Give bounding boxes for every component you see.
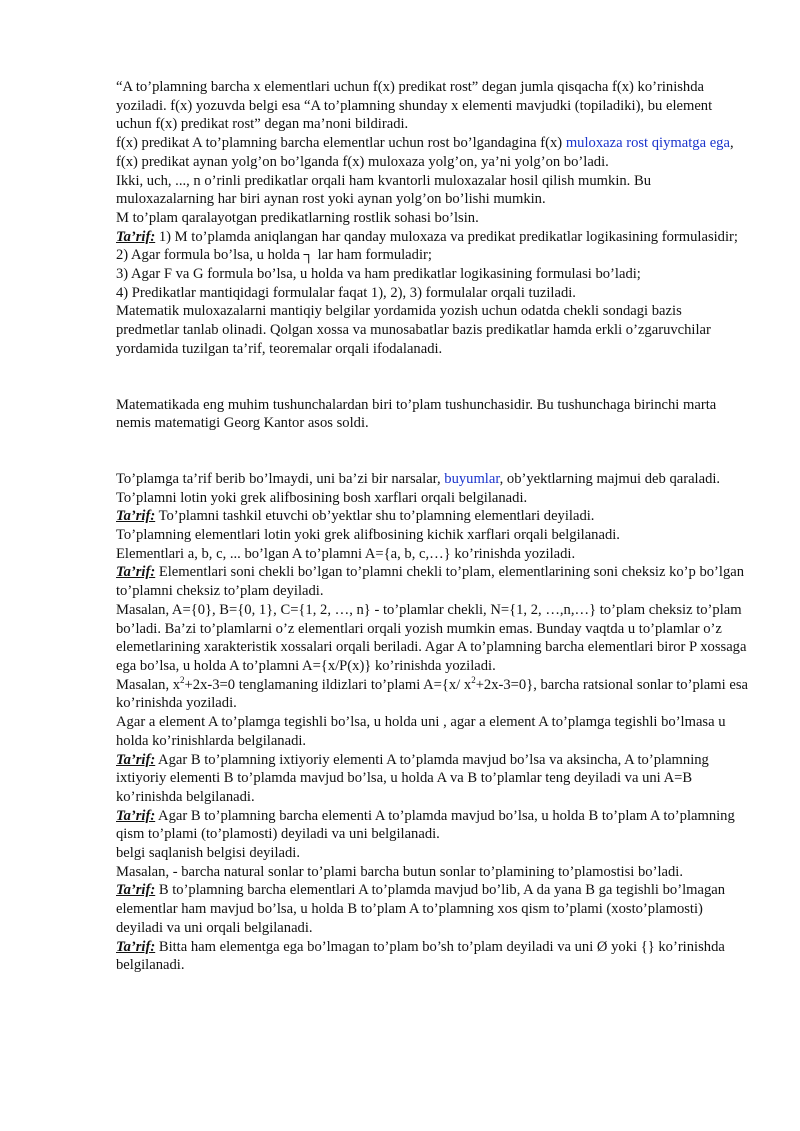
paragraph-text: , ob’yektlarning majmui deb qaraladi. [499,470,721,487]
paragraph-text: Masalan, x [116,676,181,693]
paragraph: “A to’plamning barcha x elementlari uchun f(x) predikat rost” degan jumla qisqacha f(x) ko’rinishda yoziladi. f(x) yozuvda belgi esa “A to’plamning shunday x elementi mavjudki (topiladiki), bu element uchun f(x) predikat rost” degan ma’noni bildiradi. [116,79,713,133]
paragraph: Masalan, - barcha natural sonlar to’plami barcha butun sonlar to’plamining to’plamostisi bo’ladi. [116,863,683,880]
paragraph: Matematik muloxazalarni mantiqiy belgilar yordamida yozish uchun odatda chekli sondagi bazis predmetlar tanlab olinadi. Qolgan xossa va munosabatlar bazis predikatlar hamda erkli o’zgaruvchilar yordamida tuzilgan ta’rif, teoremalar orqali ifodalanadi. [116,303,711,357]
paragraph-text: , f(x) predikat aynan yolg’on bo’lganda f(x) muloxaza yolg’on, ya’ni yolg’on bo’ladi. [116,135,734,170]
superscript: 2 [180,674,185,685]
superscript: 2 [471,674,476,685]
definition-paragraph [116,938,748,975]
paragraph-text: To’plamga ta’rif berib bo’lmaydi, uni ba’zi bir narsalar, [116,470,445,487]
hyperlink[interactable]: buyumlar [444,470,500,487]
paragraph-text: f(x) predikat A to’plamning barcha elementlar uchun rost bo’lgandagina f(x) [116,135,566,152]
paragraph: M to’plam qaralayotgan predikatlarning rostlik sohasi bo’lsin. [116,209,479,226]
hyperlink[interactable]: muloxaza rost qiymatga ega [565,135,730,152]
definition-label: Ta’rif: [116,751,156,768]
paragraph-text: +2x-3=0 tenglamaning ildizlari to’plami A={x/ x [184,676,472,693]
paragraph-text: Elementlari soni chekli bo’lgan to’plamni chekli to’plam, elementlarining soni cheksiz ko’p bo’lgan to’plamni cheksiz to’plam deyiladi. [116,564,745,600]
definition-label: Ta’rif: [116,938,156,955]
paragraph-text: To’plamni tashkil etuvchi ob’yektlar shu to’plamning elementlari deyiladi. [155,508,595,525]
definition-label: Ta’rif: [116,882,156,899]
paragraph-text: 1) M to’plamda aniqlangan har qanday muloxaza va predikat predikatlar logikasining formulasidir; [155,228,738,245]
spacer [116,433,748,470]
paragraph [116,134,748,171]
definition-paragraph [116,507,748,526]
spacer [116,359,748,396]
definition-paragraph [116,807,748,844]
document-page [116,78,748,975]
definition-label: Ta’rif: [116,807,156,824]
definition-paragraph [116,751,748,807]
definition-label: Ta’rif: [116,564,156,581]
paragraph-text: Agar B to’plamning barcha elementi A to’plamda mavjud bo’lsa, u holda B to’plam A to’plamning qism to’plami (to’plamosti) deyiladi va uni belgilanadi. [116,807,735,843]
paragraph: To’plamni lotin yoki grek alifbosining bosh xarflari orqali belgilanadi. [116,489,528,506]
definition-paragraph [116,228,748,247]
paragraph: Elementlari a, b, c, ... bo’lgan A to’plamni A={a, b, c,…} ko’rinishda yoziladi. [116,545,576,562]
paragraph-text: B to’plamning barcha elementlari A to’plamda mavjud bo’lib, A da yana B ga tegishli bo’lmagan elementlar ham mavjud bo’lsa, u holda B to’plam A to’plamning xos qism to’plami (xosto’plamosti) deyiladi va uni orqali belgilanadi. [116,882,726,936]
paragraph: belgi saqlanish belgisi deyiladi. [116,845,301,862]
definition-label: Ta’rif: [116,228,156,245]
definition-label: Ta’rif: [116,508,156,525]
paragraph: 4) Predikatlar mantiqidagi formulalar faqat 1), 2), 3) formulalar orqali tuziladi. [116,284,576,301]
definition-paragraph [116,563,748,600]
paragraph: 2) Agar formula bo’lsa, u holda ┐ lar ham formuladir; [116,247,432,264]
paragraph [116,676,748,713]
paragraph: Masalan, A={0}, B={0, 1}, C={1, 2, …, n} - to’plamlar chekli, N={1, 2, …,n,…} to’plam cheksiz to’plam bo’ladi. Ba’zi to’plamlarni o’z elementlari orqali yozish mumkin emas. Bunday vaqtda u to’plamlar o’z elemetlarining xarakteristik xossalari orqali beriladi. Agar A to’plamning barcha elementlari biror P xossaga ega bo’lsa, u holda A to’plamni A={x/P(x)} ko’rinishda yoziladi. [116,601,747,674]
paragraph: Ikki, uch, ..., n o’rinli predikatlar orqali ham kvantorli muloxazalar hosil qilish mumkin. Bu muloxazalarning har biri aynan rost yoki aynan yolg’on bo’lishi mumkin. [116,172,652,208]
paragraph: Matematikada eng muhim tushunchalardan biri to’plam tushunchasidir. Bu tushunchaga birinchi marta nemis matematigi Georg Kantor asos soldi. [116,396,717,432]
paragraph [116,470,748,489]
paragraph-text: Bitta ham elementga ega bo’lmagan to’plam bo’sh to’plam deyiladi va uni Ø yoki {} ko’rinishda belgilanadi. [116,938,725,974]
definition-paragraph [116,881,748,937]
paragraph: To’plamning elementlari lotin yoki grek alifbosining kichik xarflari orqali belgilanadi. [116,527,620,544]
paragraph-text: Agar B to’plamning ixtiyoriy elementi A to’plamda mavjud bo’lsa va aksincha, A to’plamning ixtiyoriy elementi B to’plamda mavjud bo’lsa, u holda A va B to’plamlar teng deyiladi va uni A=B ko’rinishda belgilanadi. [116,751,709,805]
paragraph: 3) Agar F va G formula bo’lsa, u holda va ham predikatlar logikasining formulasi bo’ladi; [116,266,641,283]
paragraph-text: +2x-3=0}, barcha ratsional sonlar to’plami esa ko’rinishda yoziladi. [116,676,748,712]
paragraph: Agar a element A to’plamga tegishli bo’lsa, u holda uni , agar a element A to’plamga tegishli bo’lmasa u holda ko’rinishlarda belgilanadi. [116,714,726,749]
